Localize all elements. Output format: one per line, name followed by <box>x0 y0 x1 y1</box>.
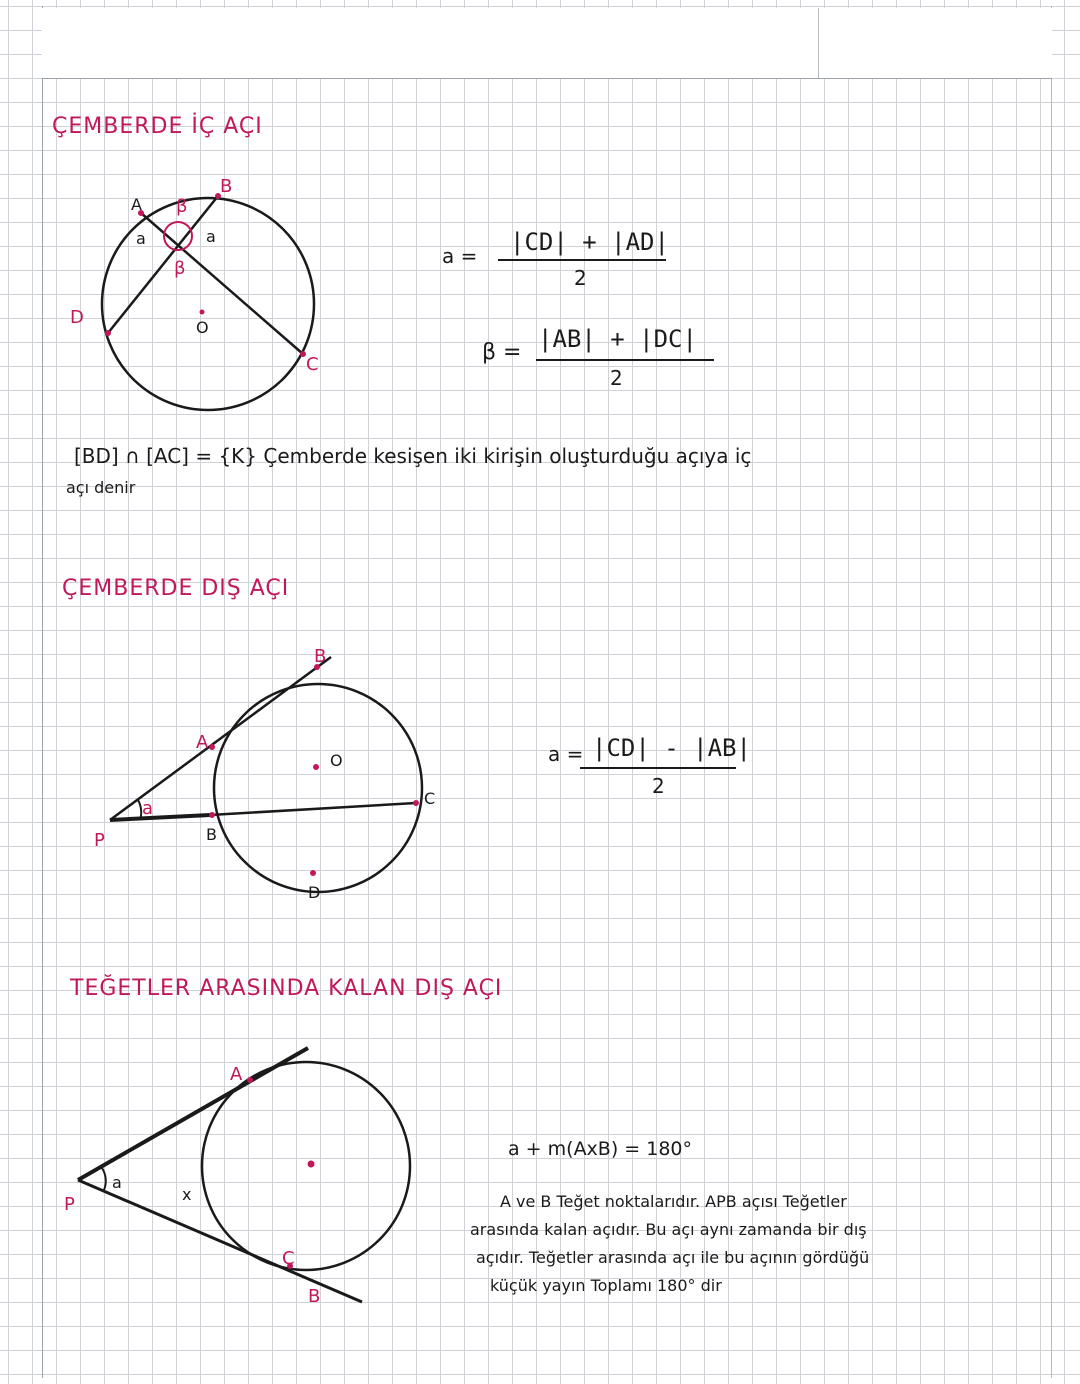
label-alpha2: a <box>142 798 154 819</box>
formula-outer-denominator: 2 <box>652 774 665 798</box>
formula-tangent: a + m(AxB) = 180° <box>508 1138 693 1160</box>
label-b: B <box>220 176 233 197</box>
label-c3: C <box>282 1248 295 1269</box>
label-o2: O <box>330 751 343 770</box>
label-c: C <box>306 354 319 375</box>
label-a: A <box>131 195 142 214</box>
label-b2-bottom: B <box>206 825 217 844</box>
tangent-note-line4: küçük yayın Toplamı 180° dir <box>490 1276 722 1295</box>
label-a2: A <box>196 732 209 753</box>
heading-inner-angle: ÇEMBERDE İÇ AÇI <box>52 114 263 139</box>
label-beta-bottom: β <box>174 258 186 279</box>
tangent-pa <box>78 1048 308 1180</box>
label-alpha-right: a <box>206 227 216 246</box>
tangent-note-line1: A ve B Teğet noktalarıdır. APB açısı Teğetler <box>500 1192 847 1211</box>
label-alpha3: a <box>112 1173 122 1192</box>
formula-beta-numerator: |AB| + |DC| <box>538 325 697 353</box>
alpha3-arc <box>102 1168 106 1190</box>
label-p3: P <box>64 1194 75 1215</box>
formula-alpha-numerator: |CD| + |AD| <box>510 228 669 256</box>
formula-outer-numerator: |CD| - |AB| <box>592 734 751 762</box>
formula-outer-lhs: a = <box>548 742 584 766</box>
tangent-note-line3: açıdır. Teğetler arasında açı ile bu açının gördüğü <box>476 1248 870 1267</box>
formula-beta-lhs: β = <box>482 340 522 365</box>
label-p2: P <box>94 830 105 851</box>
label-x3: x <box>182 1185 192 1204</box>
label-c2: C <box>424 789 436 808</box>
label-alpha-left: a <box>136 229 146 248</box>
point-a3 <box>247 1077 253 1083</box>
tangent-note-line2: arasında kalan açıdır. Bu açı aynı zamanda bir dış <box>470 1220 867 1239</box>
tangent-pb <box>78 1180 362 1302</box>
label-d: D <box>70 307 84 328</box>
label-b2-top: B <box>314 646 327 667</box>
label-b3: B <box>308 1286 321 1307</box>
label-a3: A <box>230 1064 243 1085</box>
label-beta-top: β <box>176 196 188 217</box>
label-d2: D <box>308 883 321 902</box>
formula-alpha-denominator: 2 <box>574 266 587 290</box>
inner-angle-statement-line2: açı denir <box>66 478 136 497</box>
label-o: O <box>196 318 209 337</box>
heading-outer-angle: ÇEMBERDE DIŞ AÇI <box>62 576 290 601</box>
formula-beta-denominator: 2 <box>610 366 623 390</box>
heading-tangent-angle: TEĞETLER ARASINDA KALAN DIŞ AÇI <box>70 976 503 1001</box>
inner-angle-statement-line1: [BD] ∩ [AC] = {K} Çemberde kesişen iki kirişin oluşturduğu açıya iç <box>74 444 752 468</box>
formula-alpha-lhs: a = <box>442 244 478 268</box>
center-o3-dot <box>308 1161 315 1168</box>
